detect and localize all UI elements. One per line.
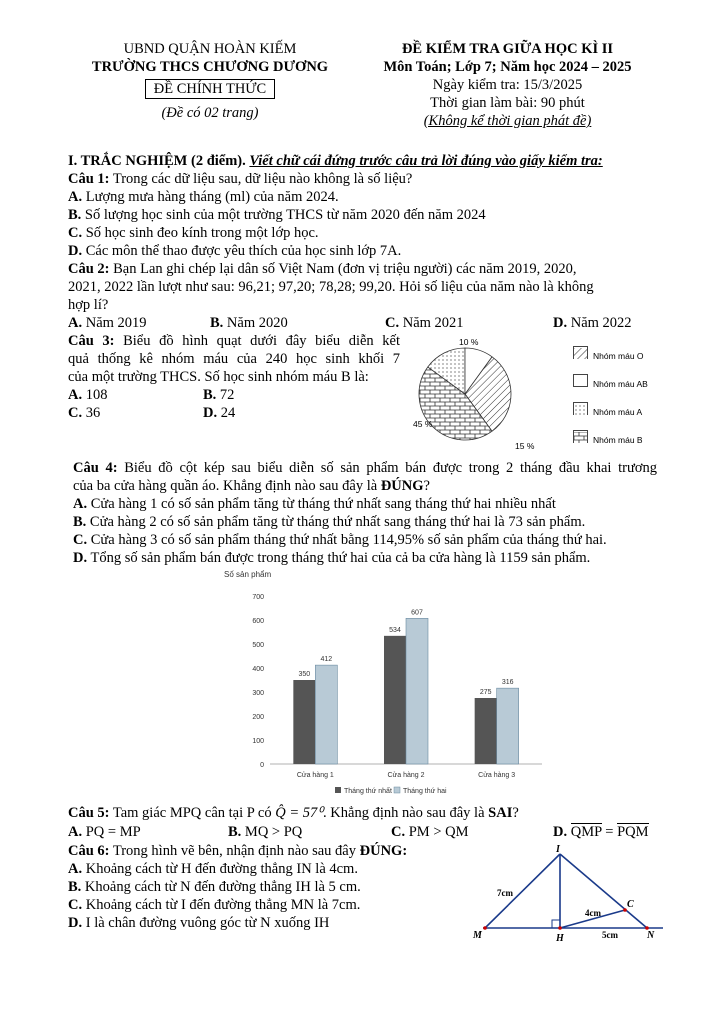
q3-d-text: 24 — [220, 405, 236, 421]
label-c: C — [627, 899, 634, 910]
bar-marks — [293, 609, 518, 764]
section-label: I. TRẮC NGHIỆM (2 điểm). — [68, 153, 246, 169]
triangle-figure — [465, 842, 675, 944]
legend-swatch-a — [573, 402, 588, 415]
q2-option-c — [385, 314, 464, 332]
letter-b: B. — [68, 879, 82, 895]
y-tick-label: 600 — [252, 618, 264, 625]
q2-b-text: Năm 2020 — [226, 315, 288, 331]
label-n: N — [647, 930, 655, 941]
q4-b-text: Cửa hàng 2 có số sản phẩm tăng từ tháng thứ nhất sang tháng thứ hai là 73 sản phẩm. — [89, 514, 586, 530]
legend-swatch-o — [573, 346, 588, 359]
bar-2-month2 — [406, 618, 428, 764]
q1-label: Câu 1: — [68, 171, 110, 187]
legend-label-month1: Tháng thứ nhất — [344, 788, 392, 795]
q3-line3: của một trường THCS. Số học sinh nhóm máu B là: — [68, 369, 369, 385]
y-tick-label: 300 — [252, 690, 264, 697]
q5-d-eq: = — [601, 824, 618, 840]
question-6 — [68, 842, 407, 860]
bar-value-label: 607 — [411, 609, 423, 617]
letter-c: C. — [385, 315, 400, 331]
letter-d: D. — [203, 405, 218, 421]
letter-c: C. — [73, 532, 88, 548]
q4-option-a — [73, 495, 556, 513]
q4-c-text: Cửa hàng 3 có số sản phẩm tháng thứ nhất bằng 114,95% số sản phẩm của tháng thứ hai. — [90, 532, 607, 548]
q1-text: Trong các dữ liệu sau, dữ liệu nào không là số liệu? — [112, 171, 413, 187]
pie-label-ab: 10 % — [459, 337, 479, 347]
legend-swatch-month1 — [335, 787, 341, 793]
label-i: I — [556, 844, 560, 855]
legend-swatch-b — [573, 430, 588, 443]
letter-b: B. — [73, 514, 87, 530]
letter-d: D. — [68, 243, 83, 259]
point-h — [558, 926, 562, 930]
letter-d: D. — [553, 315, 568, 331]
bar-chart — [220, 566, 550, 802]
bar-legend — [335, 786, 447, 795]
legend-swatch-ab — [573, 374, 588, 387]
q4-option-b — [73, 513, 585, 531]
q6-d-text: I là chân đường vuông góc từ N xuống IH — [85, 915, 330, 931]
q6-c-text: Khoảng cách từ I đến đường thẳng MN là 7cm. — [85, 897, 361, 913]
x-tick-label: Cửa hàng 2 — [387, 772, 425, 779]
segment-in — [560, 854, 647, 928]
label-5cm: 5cm — [602, 930, 618, 940]
q3-option-c — [68, 404, 100, 422]
legend-label-ab: Nhóm máu AB — [593, 379, 648, 389]
pie-legend — [573, 346, 673, 446]
question-2 — [68, 260, 577, 278]
bar-ylabel: Số sản phẩm — [224, 570, 272, 579]
label-m: M — [473, 930, 482, 941]
pie-chart — [405, 334, 535, 452]
letter-d: D. — [553, 824, 568, 840]
exam-note: (Không kể thời gian phát đề) — [423, 113, 592, 129]
letter-a: A. — [68, 861, 83, 877]
question-5 — [68, 804, 519, 822]
q3-option-d — [203, 404, 235, 422]
exam-title: ĐỀ KIỂM TRA GIỮA HỌC KÌ II — [401, 41, 614, 57]
bar-3-month2 — [497, 688, 519, 764]
q1-d-text: Các môn thể thao được yêu thích của học sinh lớp 7A. — [85, 243, 402, 259]
pie-label-b: 45 % — [413, 419, 433, 429]
q5-b-text: MQ > PQ — [244, 824, 303, 840]
letter-c: C. — [68, 897, 83, 913]
letter-a: A. — [68, 315, 83, 331]
bar-value-label: 350 — [298, 671, 311, 678]
q6-b-text: Khoảng cách từ N đến đường thẳng IH là 5 cm. — [84, 879, 361, 895]
letter-b: B. — [228, 824, 242, 840]
letter-c: C. — [391, 824, 406, 840]
q4-line2-end: ? — [423, 478, 430, 494]
q4-line1: Biểu đồ cột kép sau biểu diễn số sản phẩm bán được trong 2 tháng đầu khai trương — [124, 460, 658, 476]
q6-option-c — [68, 896, 360, 914]
q3-line1: Biểu đồ hình quạt dưới đây biểu diễn kết — [123, 333, 401, 349]
bar-value-label: 275 — [479, 689, 492, 696]
q4-a-text: Cửa hàng 1 có số sản phẩm tăng từ tháng thứ nhất sang tháng thứ hai nhiều nhất — [90, 496, 556, 512]
q3-b-text: 72 — [219, 387, 235, 403]
q2-line3: hợp lí? — [68, 297, 109, 313]
official-badge: ĐỀ CHÍNH THỨC — [145, 79, 275, 99]
q6-text: Trong hình vẽ bên, nhận định nào sau đây — [112, 843, 356, 859]
pie-slices — [419, 348, 511, 440]
letter-a: A. — [68, 387, 83, 403]
bar-2-month1 — [384, 636, 406, 764]
point-m — [483, 926, 487, 930]
q2-option-d — [553, 314, 632, 332]
q5-d-angle2: PQM — [617, 824, 649, 840]
label-4cm: 4cm — [585, 908, 601, 918]
letter-b: B. — [203, 387, 217, 403]
q4-d-text: Tổng số sản phẩm bán được trong tháng thứ hai của cả ba cửa hàng là 1159 sản phẩm. — [90, 550, 591, 566]
legend-label-o: Nhóm máu O — [593, 351, 644, 361]
bar-value-label: 316 — [501, 679, 514, 687]
q5-option-d — [553, 823, 649, 841]
letter-c: C. — [68, 225, 83, 241]
q2-option-b — [210, 314, 288, 332]
exam-date: Ngày kiểm tra: 15/3/2025 — [432, 77, 583, 93]
question-1 — [68, 170, 412, 188]
letter-a: A. — [68, 824, 83, 840]
question-3 — [68, 332, 400, 350]
q2-option-a — [68, 314, 147, 332]
y-tick-label: 400 — [252, 666, 264, 673]
q5-d-angle1: QMP — [570, 824, 602, 840]
q3-option-a — [68, 386, 107, 404]
y-tick-label: 100 — [252, 738, 264, 745]
q1-option-d — [68, 242, 401, 260]
header-right — [355, 40, 660, 130]
letter-b: B. — [210, 315, 224, 331]
q2-d-text: Năm 2022 — [570, 315, 632, 331]
q6-option-b — [68, 878, 361, 896]
q5-option-c — [391, 823, 468, 841]
q2-line2: 2021, 2022 lần lượt như sau: 96,21; 97,20; 78,28; 99,20. Hỏi số liệu của năm nào là không — [68, 279, 594, 295]
letter-d: D. — [68, 915, 83, 931]
bar-1-month1 — [293, 680, 315, 764]
q3-line2: quả thống kê nhóm máu của 240 học sinh khối 7 — [68, 351, 400, 367]
header-left — [60, 40, 360, 122]
q5-end: ? — [512, 805, 519, 821]
q2-line1: Bạn Lan ghi chép lại dân số Việt Nam (đơn vị triệu người) các năm 2019, 2020, — [113, 261, 577, 277]
letter-d: D. — [73, 550, 88, 566]
q5-angle: Q̂ = 57⁰ — [275, 805, 324, 821]
legend-label-month2: Tháng thứ hai — [403, 788, 447, 795]
q5-emph: SAI — [488, 805, 513, 821]
x-tick-label: Cửa hàng 1 — [296, 772, 334, 779]
letter-a: A. — [68, 189, 83, 205]
q5-option-a — [68, 823, 141, 841]
q4-option-d — [73, 549, 590, 567]
y-tick-label: 700 — [252, 594, 264, 601]
q2-label: Câu 2: — [68, 261, 110, 277]
district-name: UBND QUẬN HOÀN KIẾM — [123, 41, 297, 57]
bar-value-label: 534 — [389, 626, 401, 634]
y-tick-label: 500 — [252, 642, 264, 649]
label-7cm: 7cm — [497, 888, 513, 898]
q5-text2: . Khẳng định nào sau đây là — [323, 805, 485, 821]
q2-c-text: Năm 2021 — [402, 315, 464, 331]
x-tick-label: Cửa hàng 3 — [478, 772, 516, 779]
question-4 — [73, 459, 657, 477]
q6-emph: ĐÚNG: — [359, 843, 408, 859]
q6-label: Câu 6: — [68, 843, 110, 859]
y-tick-label: 0 — [260, 762, 264, 769]
legend-label-a: Nhóm máu A — [593, 407, 643, 417]
q3-c-text: 36 — [85, 405, 101, 421]
bar-1-month2 — [315, 665, 337, 764]
y-tick-label: 200 — [252, 714, 264, 721]
q5-text: Tam giác MPQ cân tại P có — [112, 805, 272, 821]
q3-a-text: 108 — [85, 387, 108, 403]
exam-subject: Môn Toán; Lớp 7; Năm học 2024 – 2025 — [383, 59, 632, 75]
q1-option-a — [68, 188, 339, 206]
section-title — [68, 152, 603, 170]
pie-label-a: 15 % — [515, 441, 535, 451]
q6-option-d — [68, 914, 329, 932]
letter-c: C. — [68, 405, 83, 421]
exam-duration: Thời gian làm bài: 90 phút — [430, 95, 585, 111]
q4-line2-text: của ba cửa hàng quần áo. Khẳng định nào sau đây là — [73, 478, 378, 494]
q5-option-b — [228, 823, 302, 841]
q4-label: Câu 4: — [73, 460, 118, 476]
bar-3-month1 — [475, 698, 497, 764]
page-count: (Đề có 02 trang) — [161, 105, 259, 121]
q1-c-text: Số học sinh đeo kính trong một lớp học. — [85, 225, 319, 241]
q4-line2 — [73, 477, 430, 495]
q4-emph: ĐÚNG — [380, 478, 424, 494]
legend-label-b: Nhóm máu B — [593, 435, 643, 445]
label-h: H — [556, 933, 564, 944]
q1-option-c — [68, 224, 319, 242]
q5-a-text: PQ = MP — [85, 824, 141, 840]
q3-label: Câu 3: — [68, 333, 115, 349]
q6-a-text: Khoảng cách từ H đến đường thẳng IN là 4cm. — [85, 861, 358, 877]
letter-b: B. — [68, 207, 82, 223]
q4-option-c — [73, 531, 607, 549]
bar-value-label: 412 — [320, 656, 333, 664]
q1-a-text: Lượng mưa hàng tháng (ml) của năm 2024. — [85, 189, 339, 205]
q3-option-b — [203, 386, 234, 404]
letter-a: A. — [73, 496, 88, 512]
q6-option-a — [68, 860, 358, 878]
q5-c-text: PM > QM — [408, 824, 469, 840]
q2-a-text: Năm 2019 — [85, 315, 147, 331]
school-name: TRƯỜNG THCS CHƯƠNG DƯƠNG — [91, 59, 329, 75]
legend-swatch-month2 — [394, 787, 400, 793]
q1-option-b — [68, 206, 486, 224]
section-instruction: Viết chữ cái đứng trước câu trả lời đúng vào giấy kiểm tra: — [249, 153, 603, 169]
q5-label: Câu 5: — [68, 805, 110, 821]
q1-b-text: Số lượng học sinh của một trường THCS từ năm 2020 đến năm 2024 — [84, 207, 486, 223]
